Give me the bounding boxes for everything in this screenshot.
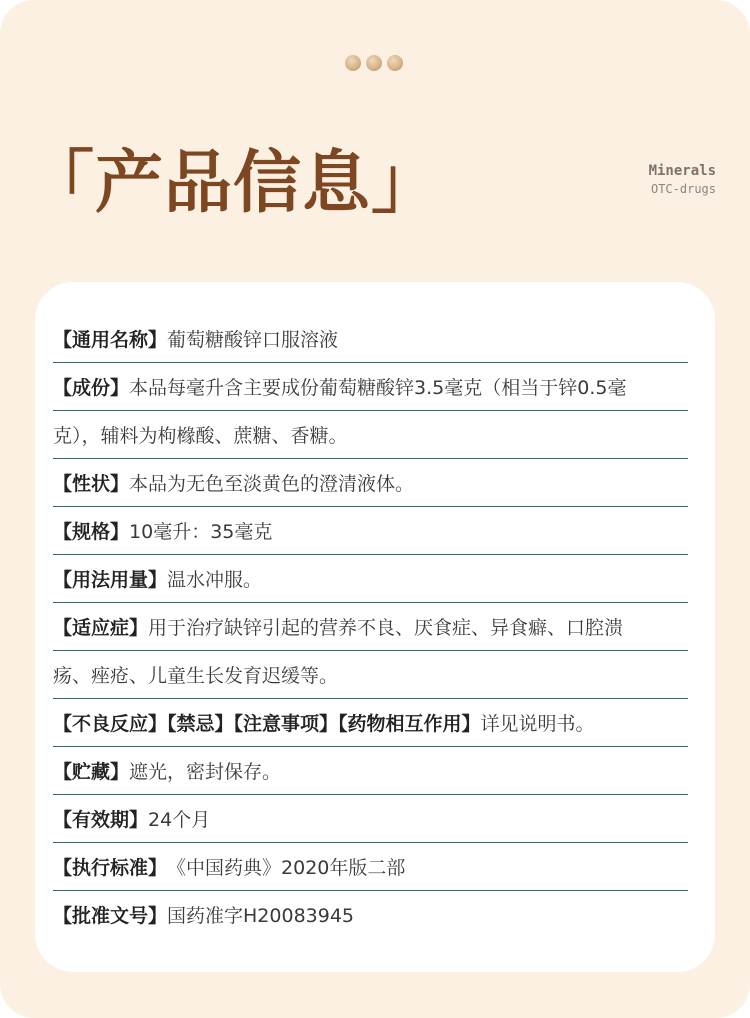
subtitle-minerals: Minerals bbox=[648, 163, 716, 179]
row-value: 本品每毫升含主要成份葡萄糖酸锌3.5毫克（相当于锌0.5毫 bbox=[129, 377, 627, 399]
info-row-shelf-life bbox=[53, 795, 688, 843]
row-label: 【批准文号】 bbox=[53, 905, 168, 927]
row-value: 《中国药典》2020年版二部 bbox=[167, 857, 406, 879]
info-row-ingredients-continued bbox=[53, 411, 688, 459]
category-subtitle bbox=[649, 162, 716, 198]
info-list bbox=[53, 315, 688, 938]
info-card bbox=[35, 282, 715, 972]
row-value: 疡、痤疮、儿童生长发育迟缓等。 bbox=[53, 665, 339, 687]
info-row-standard bbox=[53, 843, 688, 891]
row-value: 葡萄糖酸锌口服溶液 bbox=[167, 329, 339, 351]
info-row-storage bbox=[53, 747, 688, 795]
row-value: 克），辅料为枸橼酸、蔗糖、香糖。 bbox=[53, 425, 348, 447]
row-label: 【规格】 bbox=[53, 521, 130, 543]
row-label: 【有效期】 bbox=[53, 809, 149, 831]
info-row-approval-number bbox=[53, 891, 688, 938]
row-label: 【用法用量】 bbox=[53, 569, 168, 591]
info-row-indications-continued bbox=[53, 651, 688, 699]
info-row-ingredients bbox=[53, 363, 688, 411]
info-row-indications bbox=[53, 603, 688, 651]
info-row-appearance bbox=[53, 459, 688, 507]
dot-icon bbox=[345, 55, 361, 71]
row-value: 详见说明书。 bbox=[480, 713, 595, 735]
info-row-generic-name bbox=[53, 315, 688, 363]
row-value: 温水冲服。 bbox=[167, 569, 263, 591]
dot-icon bbox=[366, 55, 382, 71]
row-label: 【执行标准】 bbox=[53, 857, 168, 879]
row-label: 【通用名称】 bbox=[53, 329, 168, 351]
page-title: 「产品信息」 bbox=[26, 143, 441, 223]
subtitle-otc-drugs: OTC-drugs bbox=[650, 182, 716, 196]
row-value: 国药准字H20083945 bbox=[167, 905, 355, 927]
row-value: 24个月 bbox=[148, 809, 211, 831]
row-value: 本品为无色至淡黄色的澄清液体。 bbox=[129, 473, 415, 495]
row-label: 【适应症】 bbox=[53, 617, 149, 639]
dot-icon bbox=[387, 55, 403, 71]
info-row-dosage bbox=[53, 555, 688, 603]
row-label: 【成份】 bbox=[53, 377, 130, 399]
row-value: 10毫升：35毫克 bbox=[129, 521, 273, 543]
row-label: 【不良反应】【禁忌】【注意事项】【药物相互作用】 bbox=[53, 713, 481, 735]
row-value: 用于治疗缺锌引起的营养不良、厌食症、异食癖、口腔溃 bbox=[148, 617, 624, 639]
info-row-specification bbox=[53, 507, 688, 555]
info-row-precautions bbox=[53, 699, 688, 747]
row-label: 【贮藏】 bbox=[53, 761, 130, 783]
row-label: 【性状】 bbox=[53, 473, 130, 495]
row-value: 遮光，密封保存。 bbox=[129, 761, 282, 783]
decorative-dots bbox=[345, 55, 403, 71]
